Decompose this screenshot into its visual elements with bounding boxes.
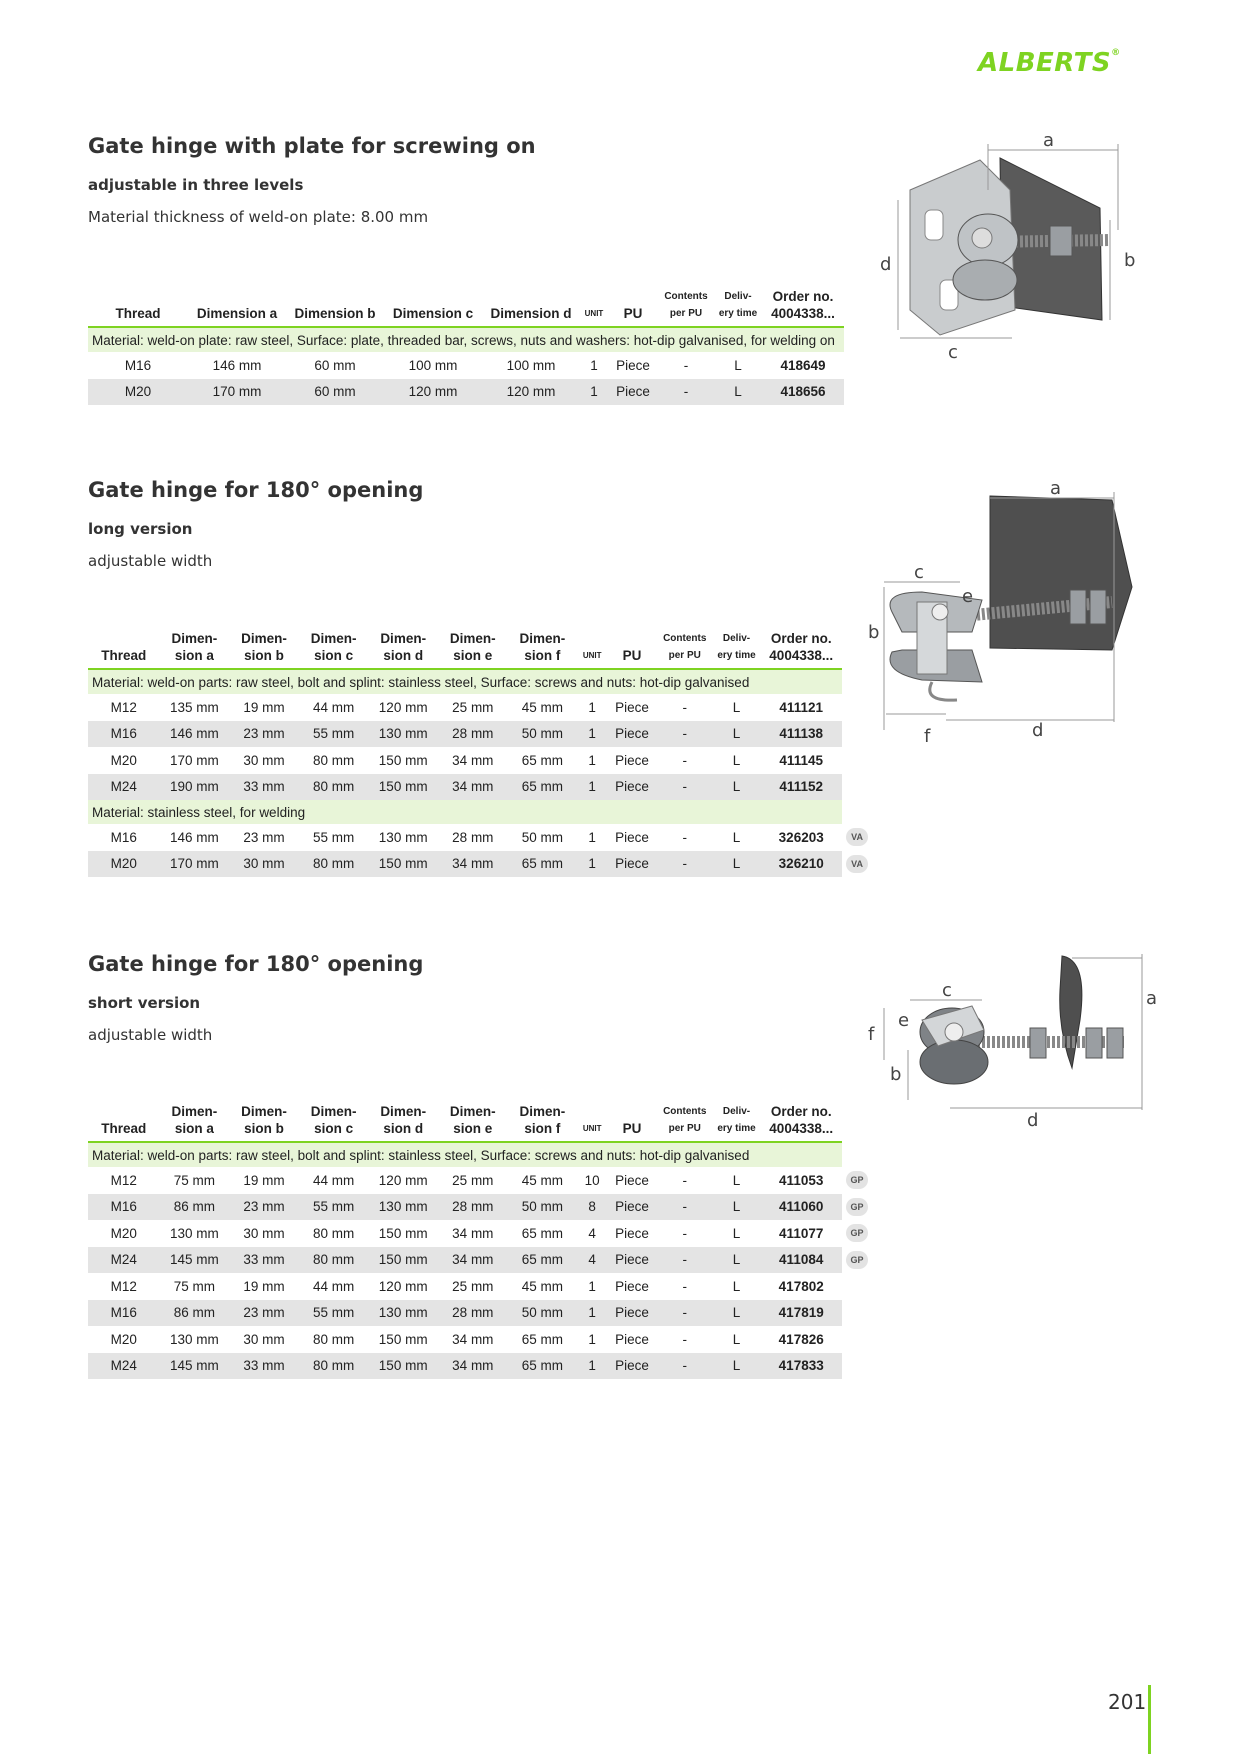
col-unit: UNIT	[577, 630, 607, 669]
gp-badge: GP	[846, 1198, 868, 1216]
page-number: 201	[1108, 1690, 1147, 1714]
col-order-no: Order no. 4004338...	[760, 1103, 842, 1142]
product-table-2	[88, 630, 872, 877]
col-contents: Contents per PU	[657, 1103, 713, 1142]
product-section-3	[88, 952, 848, 1044]
material-row: Material: weld-on plate: raw steel, Surface: plate, threaded bar, screws, nuts and washers: hot-dip galvanised, for welding on	[88, 327, 844, 352]
col-thread: Thread	[88, 630, 160, 669]
dim-label-c: c	[942, 980, 952, 1001]
order-number: 411152	[760, 774, 842, 801]
dim-label-f: f	[924, 726, 931, 747]
order-number: 418656	[762, 379, 844, 406]
product-subtitle: short version	[88, 994, 201, 1012]
product-description: Material thickness of weld-on plate: 8.00 mm	[88, 208, 429, 226]
col-unit: UNIT	[577, 1103, 607, 1142]
table-row: M20 170 mm 30 mm 80 mm 150 mm 34 mm 65 mm 1 Piece - L 326210 VA	[88, 851, 872, 878]
product-description: adjustable width	[88, 1026, 213, 1044]
col-dimension-b: Dimen- sion b	[229, 630, 299, 669]
table-row: M20 170 mm 60 mm 120 mm 120 mm 1 Piece - L 418656	[88, 379, 844, 406]
order-number: 417833	[760, 1353, 842, 1380]
table-row: M20 130 mm 30 mm 80 mm 150 mm 34 mm 65 mm 4 Piece - L 411077 GP	[88, 1220, 872, 1247]
order-number: 411138	[760, 721, 842, 748]
dim-label-d: d	[1027, 1110, 1039, 1131]
table-row: M24 145 mm 33 mm 80 mm 150 mm 34 mm 65 mm 1 Piece - L 417833	[88, 1353, 872, 1380]
table-row: M16 86 mm 23 mm 55 mm 130 mm 28 mm 50 mm 1 Piece - L 417819	[88, 1300, 872, 1327]
col-pu: PU	[607, 1103, 657, 1142]
col-dimension-a: Dimen- sion a	[160, 630, 230, 669]
col-order-no: Order no. 4004338...	[760, 630, 842, 669]
table-header-row	[88, 630, 872, 669]
col-dimension-a: Dimen- sion a	[160, 1103, 230, 1142]
col-dimension-f: Dimen- sion f	[508, 630, 578, 669]
table-row: M12 75 mm 19 mm 44 mm 120 mm 25 mm 45 mm 10 Piece - L 411053 GP	[88, 1167, 872, 1194]
product-description: adjustable width	[88, 552, 213, 570]
product-table-1	[88, 288, 844, 405]
col-dimension-b: Dimen- sion b	[229, 1103, 299, 1142]
gp-badge: GP	[846, 1224, 868, 1242]
col-contents: Contents per PU	[658, 288, 714, 327]
dim-label-a: a	[1043, 130, 1055, 151]
col-dimension-d: Dimen- sion d	[368, 630, 438, 669]
order-number: 326210	[760, 851, 842, 878]
order-number: 411053	[779, 1172, 824, 1188]
order-number: 411077	[779, 1225, 824, 1241]
col-thread: Thread	[88, 1103, 160, 1142]
product-subtitle: long version	[88, 520, 193, 538]
table-header-row	[88, 288, 844, 327]
col-delivery: Deliv- ery time	[713, 1103, 761, 1142]
col-dimension-b: Dimension b	[286, 288, 384, 327]
dim-label-e: e	[898, 1010, 910, 1031]
product-title: Gate hinge for 180° opening	[88, 478, 424, 502]
material-row: Material: stainless steel, for welding	[88, 800, 872, 824]
col-dimension-f: Dimen- sion f	[508, 1103, 578, 1142]
col-dimension-e: Dimen- sion e	[438, 1103, 508, 1142]
table-row: M24 190 mm 33 mm 80 mm 150 mm 34 mm 65 mm 1 Piece - L 411152	[88, 774, 872, 801]
col-order-no: Order no. 4004338...	[762, 288, 844, 327]
product-figure-1	[870, 130, 1160, 360]
va-badge: VA	[846, 855, 868, 873]
product-figure-2	[862, 472, 1162, 752]
product-title: Gate hinge for 180° opening	[88, 952, 424, 976]
table-row: M16 86 mm 23 mm 55 mm 130 mm 28 mm 50 mm 8 Piece - L 411060 GP	[88, 1194, 872, 1221]
order-number: 417802	[778, 1278, 824, 1294]
dim-label-b: b	[868, 622, 880, 643]
col-delivery: Deliv- ery time	[713, 630, 761, 669]
table-header-row	[88, 1103, 872, 1142]
col-dimension-e: Dimen- sion e	[438, 630, 508, 669]
order-number: 411145	[779, 752, 823, 768]
table-row: M24 145 mm 33 mm 80 mm 150 mm 34 mm 65 mm 4 Piece - L 411084 GP	[88, 1247, 872, 1274]
product-title: Gate hinge with plate for screwing on	[88, 134, 536, 158]
page-edge-bar	[1148, 1685, 1151, 1754]
col-unit: UNIT	[580, 288, 608, 327]
col-dimension-c: Dimen- sion c	[299, 1103, 369, 1142]
col-pu: PU	[607, 630, 657, 669]
product-subtitle: adjustable in three levels	[88, 176, 304, 194]
brand-name: ALBERTS	[978, 48, 1112, 78]
col-dimension-c: Dimen- sion c	[299, 630, 369, 669]
product-table-3	[88, 1103, 872, 1379]
order-number: 418649	[780, 357, 826, 373]
product-section-2	[88, 478, 848, 570]
dim-label-a: a	[1050, 478, 1062, 499]
col-pu: PU	[608, 288, 658, 327]
dim-label-c: c	[914, 562, 924, 583]
table-row: M12 75 mm 19 mm 44 mm 120 mm 25 mm 45 mm 1 Piece - L 417802	[88, 1273, 872, 1300]
dim-label-b: b	[1124, 250, 1136, 271]
dim-label-f: f	[868, 1024, 875, 1045]
material-row: Material: weld-on parts: raw steel, bolt and splint: stainless steel, Surface: screws and nuts: hot-dip galvanised	[88, 1142, 872, 1167]
col-dimension-c: Dimension c	[384, 288, 482, 327]
col-thread: Thread	[88, 288, 188, 327]
order-number: 417826	[778, 1331, 824, 1347]
table-row: M16 146 mm 23 mm 55 mm 130 mm 28 mm 50 mm 1 Piece - L 411138	[88, 721, 872, 748]
col-dimension-d: Dimen- sion d	[368, 1103, 438, 1142]
dim-label-e: e	[962, 586, 974, 607]
product-section-1	[88, 134, 848, 226]
col-dimension-a: Dimension a	[188, 288, 286, 327]
dim-label-d: d	[1032, 720, 1044, 741]
order-number: 411060	[760, 1194, 842, 1221]
order-number: 417819	[760, 1300, 842, 1327]
order-number: 411084	[760, 1247, 842, 1274]
va-badge: VA	[846, 828, 868, 846]
order-number: 326203	[778, 829, 824, 845]
dim-label-c: c	[948, 342, 958, 360]
table-row: M12 135 mm 19 mm 44 mm 120 mm 25 mm 45 mm 1 Piece - L 411121	[88, 694, 872, 721]
table-row: M20 130 mm 30 mm 80 mm 150 mm 34 mm 65 mm 1 Piece - L 417826	[88, 1326, 872, 1353]
dim-label-b: b	[890, 1064, 902, 1085]
order-number: 411121	[779, 699, 823, 715]
table-row: M16 146 mm 60 mm 100 mm 100 mm 1 Piece - L 418649	[88, 352, 844, 379]
col-contents: Contents per PU	[657, 630, 713, 669]
gp-badge: GP	[846, 1251, 868, 1269]
brand-logo	[978, 48, 1121, 78]
brand-registered-mark: ®	[1111, 48, 1121, 58]
dim-label-d: d	[880, 254, 892, 275]
product-figure-3	[862, 950, 1162, 1140]
table-row: M16 146 mm 23 mm 55 mm 130 mm 28 mm 50 mm 1 Piece - L 326203 VA	[88, 824, 872, 851]
gp-badge: GP	[846, 1171, 868, 1189]
material-row: Material: weld-on parts: raw steel, bolt and splint: stainless steel, Surface: screws and nuts: hot-dip galvanised	[88, 669, 872, 694]
col-delivery: Deliv- ery time	[714, 288, 762, 327]
table-row: M20 170 mm 30 mm 80 mm 150 mm 34 mm 65 mm 1 Piece - L 411145	[88, 747, 872, 774]
col-dimension-d: Dimension d	[482, 288, 580, 327]
dim-label-a: a	[1146, 988, 1158, 1009]
